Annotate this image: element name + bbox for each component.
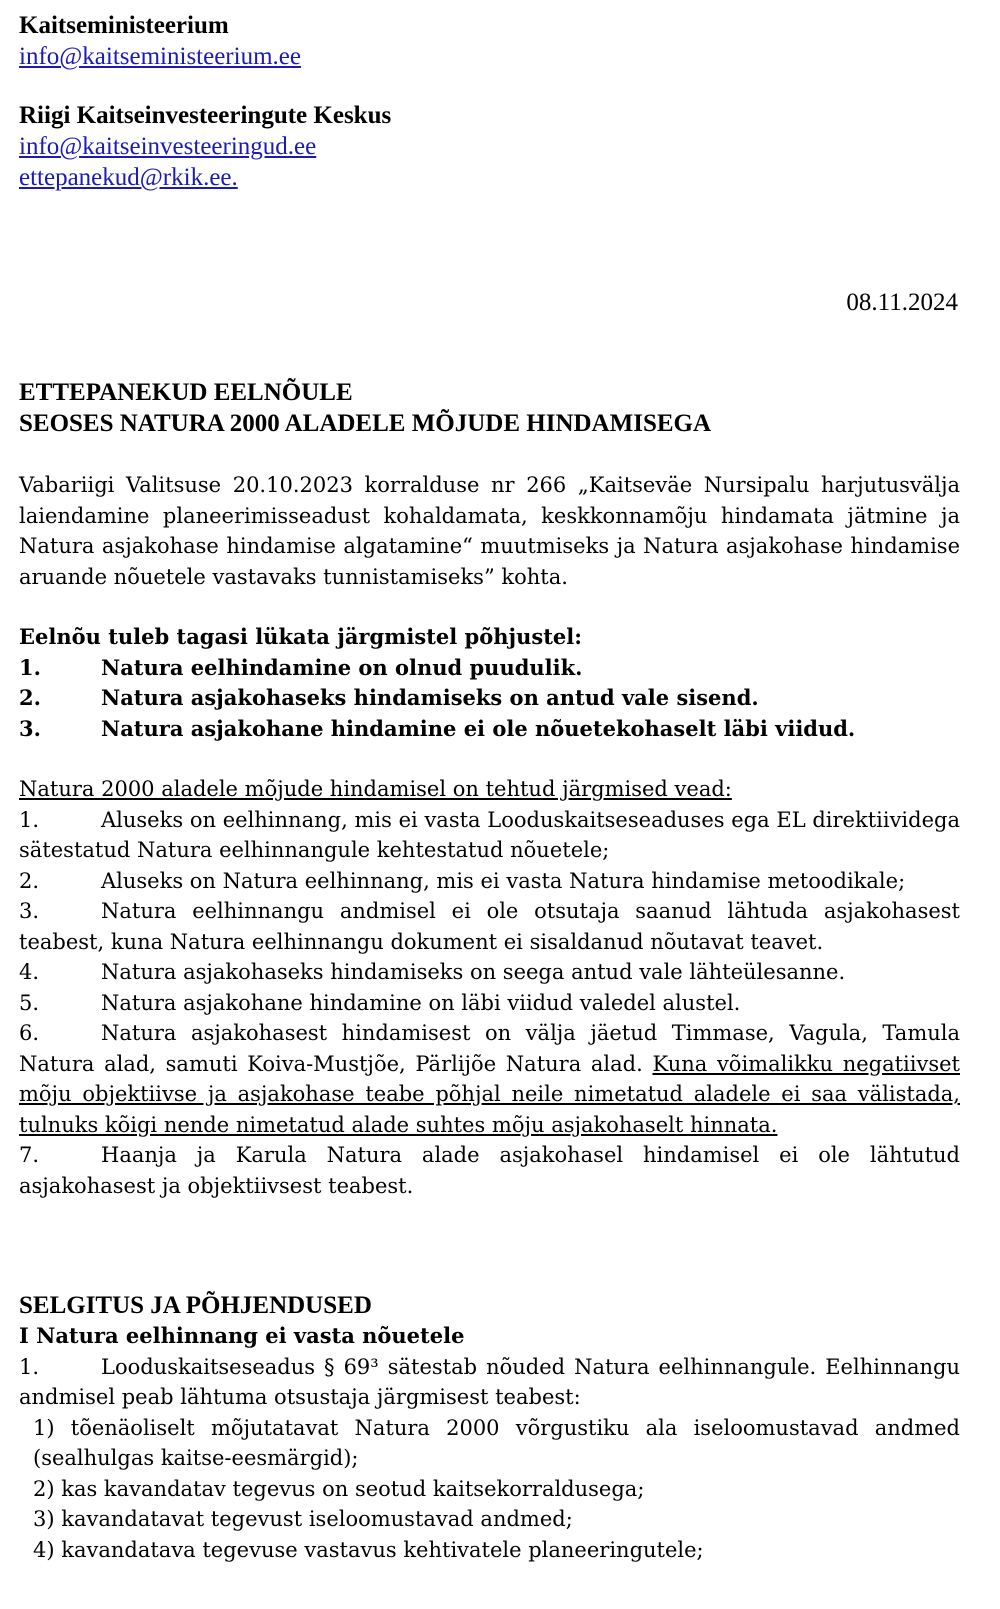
error-item: 5. Natura asjakohane hindamine on läbi viidud valedel alustel. <box>19 990 741 1015</box>
body-block <box>19 470 960 1201</box>
title-line-2: SEOSES NATURA 2000 ALADELE MÕJUDE HINDAMISEGA <box>19 410 712 437</box>
rejection-item: 1. Natura eelhindamine on olnud puudulik. <box>19 654 583 680</box>
error-item: 2. Aluseks on Natura eelhinnang, mis ei vasta Natura hindamise metoodikale; <box>19 868 906 893</box>
org1-email-link[interactable]: info@kaitseministeerium.ee <box>19 43 301 70</box>
error-item: 4. Natura asjakohaseks hindamiseks on seega antud vale lähteülesanne. <box>19 960 846 984</box>
error-item: 7. Haanja ja Karula Natura alade asjakohasel hindamisel ei ole lähtutud asjakohasest ja objektiivsest teabest. <box>19 1143 960 1198</box>
document-date: 08.11.2024 <box>846 289 958 316</box>
intro-paragraph: Vabariigi Valitsuse 20.10.2023 korralduse nr 266 „Kaitseväe Nursipalu harjutusvälja laiendamine planeerimisseadust kohaldamata, keskkonnamõju hindamata jätmine ja Natura asjakohase hindamise algatamine“ muutmiseks ja Natura asjakohase hindamise aruande nõuetele vastavaks tunnistamiseks” kohta. <box>19 473 960 589</box>
error-item: 3. Natura eelhinnangu andmisel ei ole otsutaja saanud lähtuda asjakohasest teabest, kuna Natura eelhinnangu dokument ei sisaldanud nõutavat teavet. <box>19 899 960 954</box>
criteria-item: 1) tõenäoliselt mõjutatavat Natura 2000 võrgustiku ala iseloomustavad andmed (sealhulgas kaitse-eesmärgid); <box>33 1415 960 1470</box>
explanation-section <box>19 1290 960 1565</box>
errors-heading: Natura 2000 aladele mõjude hindamisel on tehtud järgmised vead: <box>19 777 732 801</box>
section-paragraph: 1. Looduskaitseseadus § 69³ sätestab nõuded Natura eelhinnangule. Eelhinnangu andmisel peab lähtuma otsustaja järgmisest teabest: <box>19 1354 960 1409</box>
criteria-item: 3) kavandatavat tegevust iseloomustavad andmed; <box>33 1507 573 1531</box>
rejection-item: 3. Natura asjakohane hindamine ei ole nõuetekohaselt läbi viidud. <box>19 715 856 741</box>
org2-name: Riigi Kaitseinvesteeringute Keskus <box>19 102 392 129</box>
error-item: 6. Natura asjakohasest hindamisest on välja jäetud Timmase, Vagula, Tamula Natura alad, samuti Koiva-Mustjõe, Pärlijõe Natura alad. Kuna võimalikku negatiivset mõju objektiivse ja asjakohase teabe põhjal neile nimetatud aladele ei saa välistada, tulnuks kõigi nende nimetatud alade suhtes mõju asjakohaselt hinnata. <box>19 1021 960 1137</box>
document-title <box>19 377 711 439</box>
error-item-underlined: Kuna võimalikku negatiivset mõju objektiivse ja asjakohase teabe põhjal neile nimetatud aladele ei saa välistada, tulnuks kõigi nende nimetatud alade suhtes mõju asjakohaselt hinnata. <box>19 1051 960 1137</box>
rejection-item: 2. Natura asjakohaseks hindamiseks on antud vale sisend. <box>19 685 759 710</box>
rejection-heading: Eelnõu tuleb tagasi lükata järgmistel põhjustel: <box>19 624 582 649</box>
org1-name: Kaitseministeerium <box>19 12 229 39</box>
criteria-item: 2) kas kavandatav tegevus on seotud kaitsekorraldusega; <box>33 1476 645 1501</box>
criteria-item: 4) kavandatava tegevuse vastavus kehtivatele planeeringutele; <box>33 1537 704 1562</box>
title-line-1: ETTEPANEKUD EELNÕULE <box>19 379 353 406</box>
org2-email-link[interactable]: info@kaitseinvesteeringud.ee <box>19 133 317 160</box>
section-heading: SELGITUS JA PÕHJENDUSED <box>19 1292 372 1319</box>
header-block <box>19 10 391 193</box>
org2-email2-link[interactable]: ettepanekud@rkik.ee. <box>19 164 238 191</box>
section-subheading: I Natura eelhinnang ei vasta nõuetele <box>19 1323 465 1348</box>
error-item: 1. Aluseks on eelhinnang, mis ei vasta Looduskaitseseaduses ega EL direktiividega sätestatud Natura eelhinnangule kehtestatud nõuetele; <box>19 807 960 862</box>
